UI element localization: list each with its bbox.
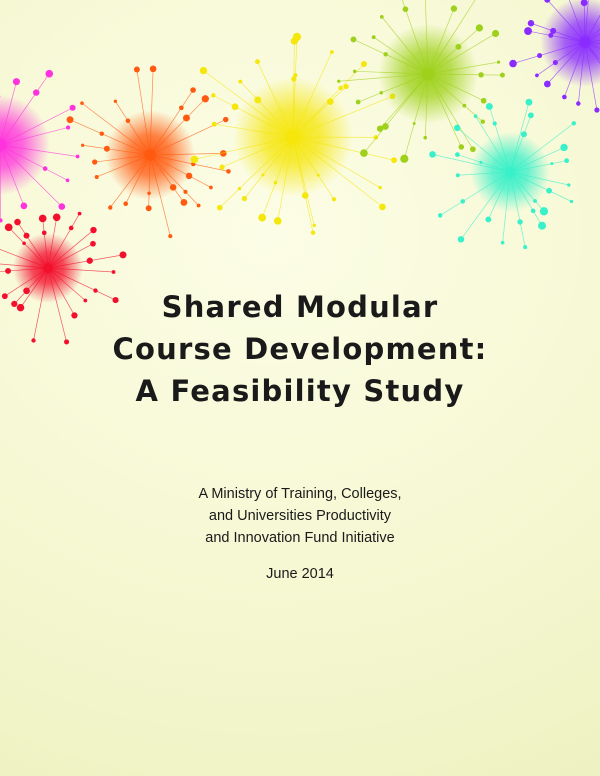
subtitle-line-1: A Ministry of Training, Colleges, [198,486,402,502]
subtitle-line-3: and Innovation Fund Initiative [205,530,395,546]
title-line-2: Course Development: [112,332,488,366]
starburst-icon [509,0,600,113]
starburst-icon [0,63,79,232]
subtitle-line-2: and Universities Productivity [208,508,392,524]
publication-date: June 2014 [266,566,334,582]
title-line-3: A Feasibility Study [135,374,465,408]
title-line-1: Shared Modular [161,290,439,324]
starburst-icon [67,66,231,239]
document-title [0,286,600,412]
starburst-icon [429,99,576,249]
document-subtitle [0,483,600,549]
starburst-icon [191,33,397,235]
starburst-icon [337,0,505,163]
